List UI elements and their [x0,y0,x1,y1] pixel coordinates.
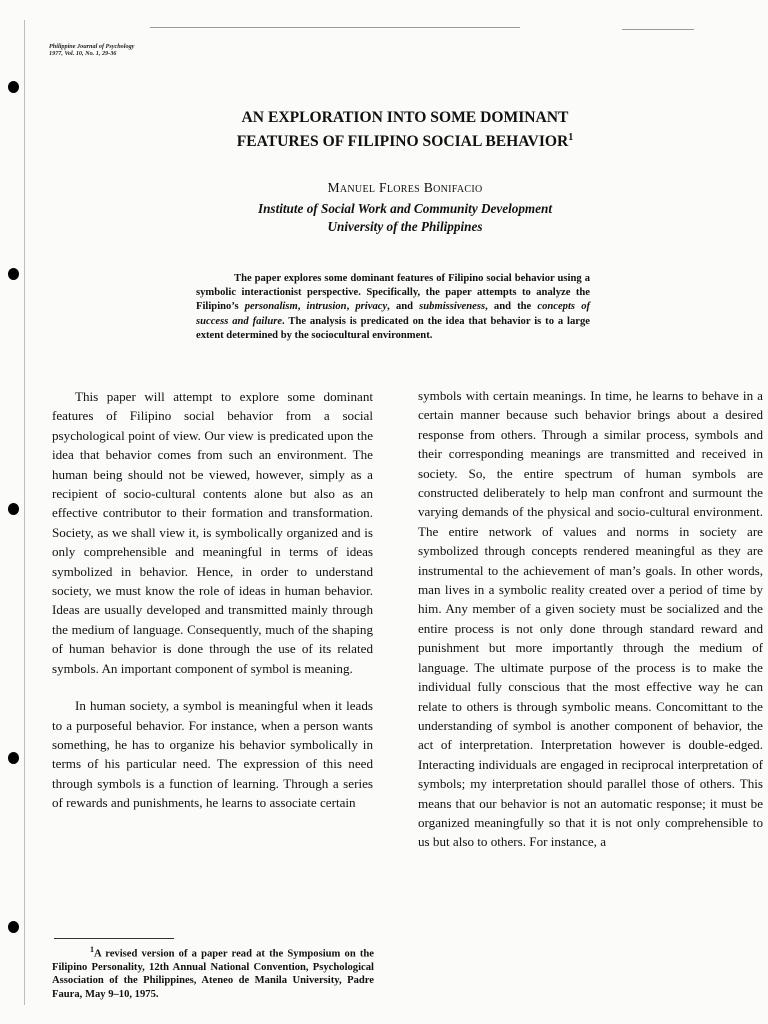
title-line-1: AN EXPLORATION INTO SOME DOMINANT [241,109,569,126]
footnote [52,943,374,1001]
author-affiliation [130,200,680,236]
footnote-rule [54,938,174,939]
body-paragraph: In human society, a symbol is meaningful when it leads to a purposeful behavior. For instance, when a person wants something, he has to organize his behavior symbolically in terms of his particular need. The expression of this need through symbols is a function of learning. Through a series of rewards and punishments, he learns to associate certain [52,698,373,811]
body-paragraph: symbols with certain meanings. In time, he learns to behave in a certain manner because such behavior brings about a desired response from others. Through a similar process, symbols and their corresponding meanings are transmitted and received in society. So, the entire spectrum of human symbols are constructed deliberately to help man confront and surmount the varying demands of the physical and socio-cultural environment. The entire network of values and norms in society are symbolized through concepts rendered meaningful as they are instrumental to the achievement of man’s goals. In other words, man lives in a symbolic reality created over a period of time by him. Any member of a given society must be socialized and the entire process is not only done through standard reward and punishment but more importantly through the medium of language. The ultimate purpose of the process is to make the individual fully conscious that the most effective way he can relate to others is through symbolic means. Concomittant to the understanding of symbol is another component of behavior, the act of interpretation. Interpretation however is double-edged. Interacting individuals are engaged in reciprocal interpretation of symbols; my interpretation should parallel those of others. This means that our behavior is not an automatic response; it must be organized meaningfully so that it is not only comprehensible to us but also to others. For instance, a [418,388,763,850]
abstract [196,272,590,343]
punch-hole-2 [8,268,19,280]
author-name [130,180,680,196]
abstract-term-personalism: personalism [244,301,298,313]
body-column-right [418,386,763,852]
abstract-term-intrusion: intrusion [306,301,347,313]
journal-volume: 1977, Vol. 10, No. 1, 29-36 [49,50,117,57]
abstract-term-privacy: privacy [355,301,388,313]
body-column-left [52,387,373,813]
punch-hole-3 [8,503,19,515]
abstract-term-submissiveness: submissiveness [419,301,486,313]
body-paragraph: This paper will attempt to explore some dominant features of Filipino social behavior from a social psychological point of view. Our view is predicated upon the idea that behavior comes from such an environment. The human being should not be viewed, however, simply as a recipient of socio-cultural contents alone but also as an effective contributor to their formation and transformation. Society, as we shall view it, is symbolically organized and is only comprehensible and meaningful in terms of ideas symbolized in behavior. Hence, in order to understand society, we must know the role of ideas in human behavior. Ideas are usually developed and transmitted mainly through the medium of language. Consequently, much of the shaping of human behavior is done through the use of its related symbols. An important component of symbol is meaning. [52,389,373,676]
article-title [130,108,680,152]
footnote-text: A revised version of a paper read at the Symposium on the Filipino Personality, 12th Annual National Convention, Psychological Association of the Philippines, Ateneo de Manila University, Padre Faura, May 9–10, 1975. [52,948,374,1000]
abstract-sep-1: , [297,301,307,313]
punch-hole-1 [8,81,19,93]
scan-left-edge [24,20,25,1005]
abstract-sep-4: , and the [485,301,538,313]
author-name-text: Manuel Flores Bonifacio [327,180,483,195]
punch-hole-5 [8,921,19,933]
scan-top-rule-right [622,29,694,30]
abstract-term-concepts: concepts of success and failure [196,301,591,327]
affiliation-institute: Institute of Social Work and Community Development [257,201,553,216]
abstract-text-a: The paper explores some dominant features of Filipino social behavior using a symbolic interactionist perspective. Specifically, the paper attempts to analyze the Filipino’s [196,273,590,313]
title-line-2-text: FEATURES OF FILIPINO SOCIAL BEHAVIOR [236,133,569,151]
abstract-sep-2: , [346,301,356,313]
title-line-2 [130,128,680,152]
affiliation-university: University of the Philippines [327,219,483,234]
journal-name: Philippine Journal of Psychology [49,43,135,50]
journal-citation [49,43,134,57]
scan-top-rule [150,27,520,28]
title-footnote-mark: 1 [568,132,574,143]
footnote-mark: 1 [90,945,94,954]
abstract-text-b: . The analysis is predicated on the idea that behavior is to a large extent determined by the sociocultural environment. [196,315,590,341]
punch-hole-4 [8,752,19,764]
abstract-sep-3: , and [387,301,420,313]
